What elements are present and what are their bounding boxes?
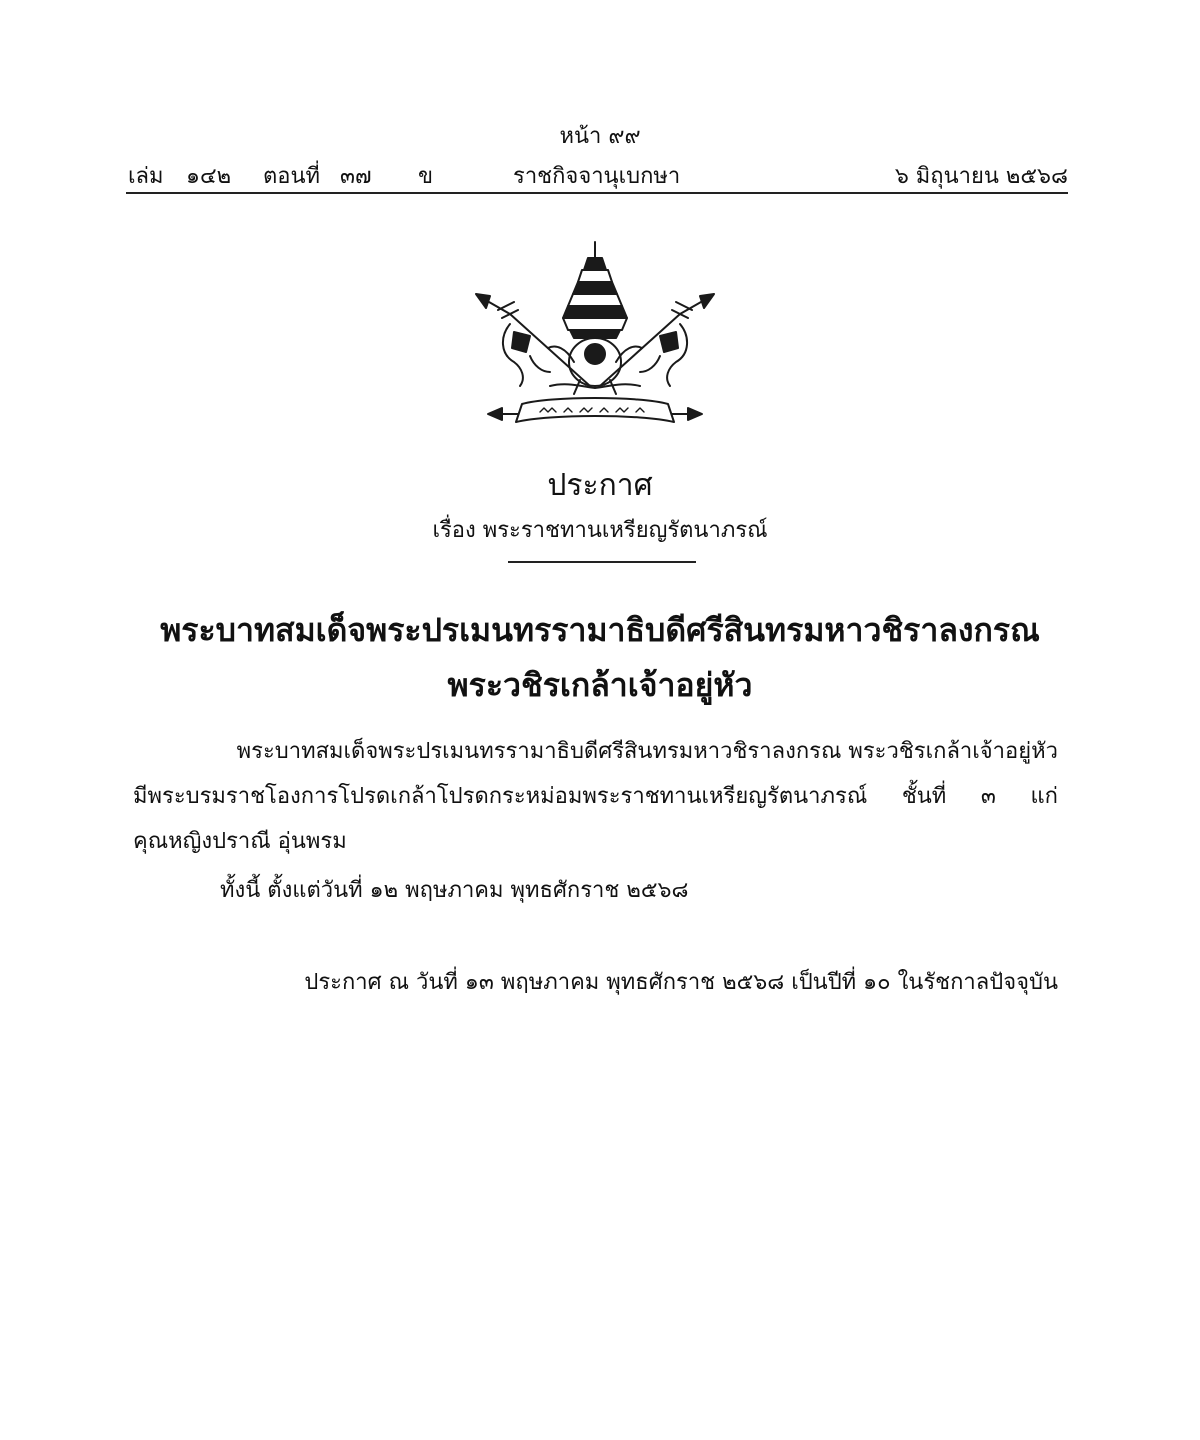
gazette-name: ราชกิจจานุเบกษา <box>513 164 681 189</box>
header-divider <box>126 192 1068 194</box>
body-line-2 <box>133 778 1058 813</box>
volume-label: เล่ม <box>128 164 164 189</box>
effective-date: ทั้งนี้ ตั้งแต่วันที่ ๑๒ พฤษภาคม พุทธศักราช ๒๕๖๘ <box>220 878 689 903</box>
announcement-type: ประกาศ <box>547 468 653 503</box>
section-letter: ข <box>418 164 434 189</box>
body-line-2-class-number: ๓ <box>980 784 996 809</box>
subject-divider <box>508 561 696 563</box>
royal-garuda-emblem-icon <box>470 236 720 432</box>
page-number: หน้า ๙๙ <box>559 124 641 149</box>
section-label: ตอนที่ <box>263 164 321 189</box>
gazette-header <box>128 158 1068 188</box>
section-number: ๓๗ <box>340 164 372 189</box>
body-line-1: พระบาทสมเด็จพระปรเมนทรรามาธิบดีศรีสินทรมหาวชิราลงกรณ พระวชิรเกล้าเจ้าอยู่หัว <box>236 739 1058 764</box>
announcement-subject: เรื่อง พระราชทานเหรียญรัตนาภรณ์ <box>432 518 768 543</box>
royal-title-line-2: พระวชิรเกล้าเจ้าอยู่หัว <box>447 666 753 704</box>
closing-statement: ประกาศ ณ วันที่ ๑๓ พฤษภาคม พุทธศักราช ๒๕๖๘ เป็นปีที่ ๑๐ ในรัชกาลปัจจุบัน <box>304 970 1058 995</box>
body-line-2-text: มีพระบรมราชโองการโปรดเกล้าโปรดกระหม่อมพระราชทานเหรียญรัตนาภรณ์ <box>133 784 868 809</box>
publication-date: ๖ มิถุนายน ๒๕๖๘ <box>894 164 1068 189</box>
volume-number: ๑๔๒ <box>186 164 232 189</box>
body-line-2-to: แก่ <box>1030 784 1058 809</box>
recipient-name: คุณหญิงปราณี อุ่นพรม <box>133 829 347 854</box>
body-line-2-class-label: ชั้นที่ <box>901 784 947 809</box>
royal-title-line-1: พระบาทสมเด็จพระปรเมนทรรามาธิบดีศรีสินทรมหาวชิราลงกรณ <box>160 611 1040 649</box>
